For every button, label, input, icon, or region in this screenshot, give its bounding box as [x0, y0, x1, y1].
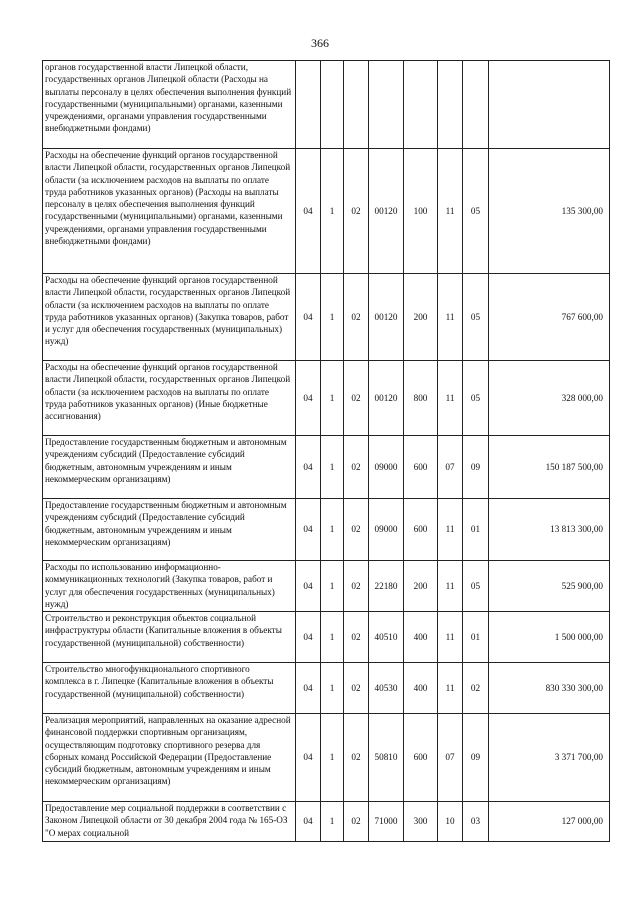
row-code-subprogram: 1	[321, 274, 344, 361]
row-code-direction: 00120	[369, 361, 404, 436]
row-code-subprogram: 1	[321, 436, 344, 499]
row-code-expense-type: 800	[404, 361, 438, 436]
row-code-main-event: 02	[344, 361, 369, 436]
row-description: Расходы на обеспечение функций органов государственной власти Липецкой области, государственных органов Липецкой области (за исключением расходов на выплаты по оплате труда работников указанных органов) (Закупка товаров, работ и услуг для обеспечения государственных (муниципальных) нужд)	[43, 274, 296, 361]
row-code-direction: 40530	[369, 663, 404, 714]
row-code-expense-type: 200	[404, 561, 438, 612]
row-code-section: 11	[438, 149, 463, 274]
table-row	[43, 663, 610, 714]
table-row	[43, 149, 610, 274]
row-code-section: 11	[438, 274, 463, 361]
row-amount: 830 330 300,00	[489, 663, 610, 714]
row-code-subprogram: 1	[321, 149, 344, 274]
table-row	[43, 802, 610, 842]
row-code-subprogram: 1	[321, 561, 344, 612]
row-description: органов государственной власти Липецкой области, государственных органов Липецкой области (Расходы на выплаты персоналу в целях обеспечения выполнения функций государственными (муниципальными) органами, казенными учреждениями, органами управления государственными внебюджетными фондами)	[43, 61, 296, 149]
table-row	[43, 361, 610, 436]
row-code-main-event: 02	[344, 612, 369, 663]
row-code-program: 04	[296, 361, 321, 436]
row-code-expense-type: 200	[404, 274, 438, 361]
row-code-main-event	[344, 61, 369, 149]
table-row	[43, 714, 610, 802]
row-code-direction: 50810	[369, 714, 404, 802]
row-code-program: 04	[296, 436, 321, 499]
row-code-main-event: 02	[344, 436, 369, 499]
row-code-subprogram: 1	[321, 612, 344, 663]
row-code-subsection: 03	[463, 802, 489, 842]
row-code-subsection: 05	[463, 149, 489, 274]
row-code-section: 07	[438, 714, 463, 802]
row-code-subsection: 02	[463, 663, 489, 714]
row-code-subprogram: 1	[321, 361, 344, 436]
row-amount: 13 813 300,00	[489, 499, 610, 561]
row-description: Строительство многофункционального спортивного комплекса в г. Липецке (Капитальные вложения в объекты государственной (муниципальной) собственности)	[43, 663, 296, 714]
row-amount: 135 300,00	[489, 149, 610, 274]
row-code-expense-type: 100	[404, 149, 438, 274]
row-code-main-event: 02	[344, 149, 369, 274]
row-code-section: 11	[438, 561, 463, 612]
row-code-expense-type: 600	[404, 714, 438, 802]
row-code-main-event: 02	[344, 499, 369, 561]
table-row	[43, 561, 610, 612]
row-code-subprogram: 1	[321, 663, 344, 714]
row-code-main-event: 02	[344, 663, 369, 714]
row-code-direction: 22180	[369, 561, 404, 612]
row-code-expense-type	[404, 61, 438, 149]
row-code-section: 07	[438, 436, 463, 499]
row-code-program: 04	[296, 663, 321, 714]
row-description: Предоставление государственным бюджетным и автономным учреждениям субсидий (Предоставление субсидий бюджетным, автономным учреждениям и иным некоммерческим организациям)	[43, 499, 296, 561]
row-code-direction	[369, 61, 404, 149]
row-amount: 3 371 700,00	[489, 714, 610, 802]
row-code-program	[296, 61, 321, 149]
row-description: Расходы по использованию информационно-коммуникационных технологий (Закупка товаров, работ и услуг для обеспечения государственных (муниципальных) нужд)	[43, 561, 296, 612]
row-code-program: 04	[296, 612, 321, 663]
table-row	[43, 436, 610, 499]
row-description: Расходы на обеспечение функций органов государственной власти Липецкой области, государственных органов Липецкой области (за исключением расходов на выплаты по оплате труда работников указанных органов) (Иные бюджетные ассигнования)	[43, 361, 296, 436]
row-code-program: 04	[296, 802, 321, 842]
row-code-main-event: 02	[344, 561, 369, 612]
row-code-section: 11	[438, 663, 463, 714]
row-amount: 150 187 500,00	[489, 436, 610, 499]
row-code-program: 04	[296, 274, 321, 361]
row-code-direction: 09000	[369, 436, 404, 499]
row-code-subsection	[463, 61, 489, 149]
row-code-program: 04	[296, 149, 321, 274]
row-code-direction: 40510	[369, 612, 404, 663]
row-code-subsection: 05	[463, 561, 489, 612]
row-code-section: 11	[438, 612, 463, 663]
table-row	[43, 499, 610, 561]
row-description: Предоставление государственным бюджетным и автономным учреждениям субсидий (Предоставление субсидий бюджетным, автономным учреждениям и иным некоммерческим организациям)	[43, 436, 296, 499]
row-code-subsection: 01	[463, 499, 489, 561]
row-amount	[489, 61, 610, 149]
row-description: Строительство и реконструкция объектов социальной инфраструктуры области (Капитальные вложения в объекты государственной (муниципальной) собственности)	[43, 612, 296, 663]
row-code-direction: 71000	[369, 802, 404, 842]
row-code-subprogram: 1	[321, 802, 344, 842]
row-code-section: 11	[438, 499, 463, 561]
budget-table	[42, 60, 610, 842]
row-code-program: 04	[296, 561, 321, 612]
row-code-expense-type: 400	[404, 612, 438, 663]
row-code-expense-type: 400	[404, 663, 438, 714]
row-code-subsection: 09	[463, 436, 489, 499]
row-code-section	[438, 61, 463, 149]
table-row	[43, 612, 610, 663]
row-code-main-event: 02	[344, 274, 369, 361]
row-code-section: 10	[438, 802, 463, 842]
table-row	[43, 274, 610, 361]
row-description: Предоставление мер социальной поддержки в соответствии с Законом Липецкой области от 30 декабря 2004 года № 165-ОЗ "О мерах социальной	[43, 802, 296, 842]
row-code-subprogram	[321, 61, 344, 149]
row-code-program: 04	[296, 499, 321, 561]
row-code-subsection: 01	[463, 612, 489, 663]
row-code-direction: 00120	[369, 149, 404, 274]
table-row	[43, 61, 610, 149]
row-amount: 1 500 000,00	[489, 612, 610, 663]
page-number: 366	[311, 36, 329, 50]
row-code-direction: 00120	[369, 274, 404, 361]
row-code-expense-type: 300	[404, 802, 438, 842]
row-code-expense-type: 600	[404, 499, 438, 561]
row-amount: 525 900,00	[489, 561, 610, 612]
row-code-subprogram: 1	[321, 499, 344, 561]
row-code-expense-type: 600	[404, 436, 438, 499]
row-amount: 328 000,00	[489, 361, 610, 436]
row-code-subsection: 09	[463, 714, 489, 802]
row-code-subprogram: 1	[321, 714, 344, 802]
row-code-direction: 09000	[369, 499, 404, 561]
row-code-section: 11	[438, 361, 463, 436]
row-code-main-event: 02	[344, 714, 369, 802]
row-amount: 127 000,00	[489, 802, 610, 842]
row-amount: 767 600,00	[489, 274, 610, 361]
row-code-main-event: 02	[344, 802, 369, 842]
row-code-subsection: 05	[463, 361, 489, 436]
row-code-program: 04	[296, 714, 321, 802]
row-code-subsection: 05	[463, 274, 489, 361]
row-description: Реализация мероприятий, направленных на оказание адресной финансовой поддержки спортивным организациям, осуществляющим подготовку спортивного резерва для сборных команд Российской Федерации (Предоставление субсидий бюджетным, автономным учреждениям и иным некоммерческим организациям)	[43, 714, 296, 802]
row-description: Расходы на обеспечение функций органов государственной власти Липецкой области, государственных органов Липецкой области (за исключением расходов на выплаты по оплате труда работников указанных органов) (Расходы на выплаты персоналу в целях обеспечения выполнения функций государственными (муниципальными) органами, казенными учреждениями, органами управления государственными внебюджетными фондами)	[43, 149, 296, 274]
